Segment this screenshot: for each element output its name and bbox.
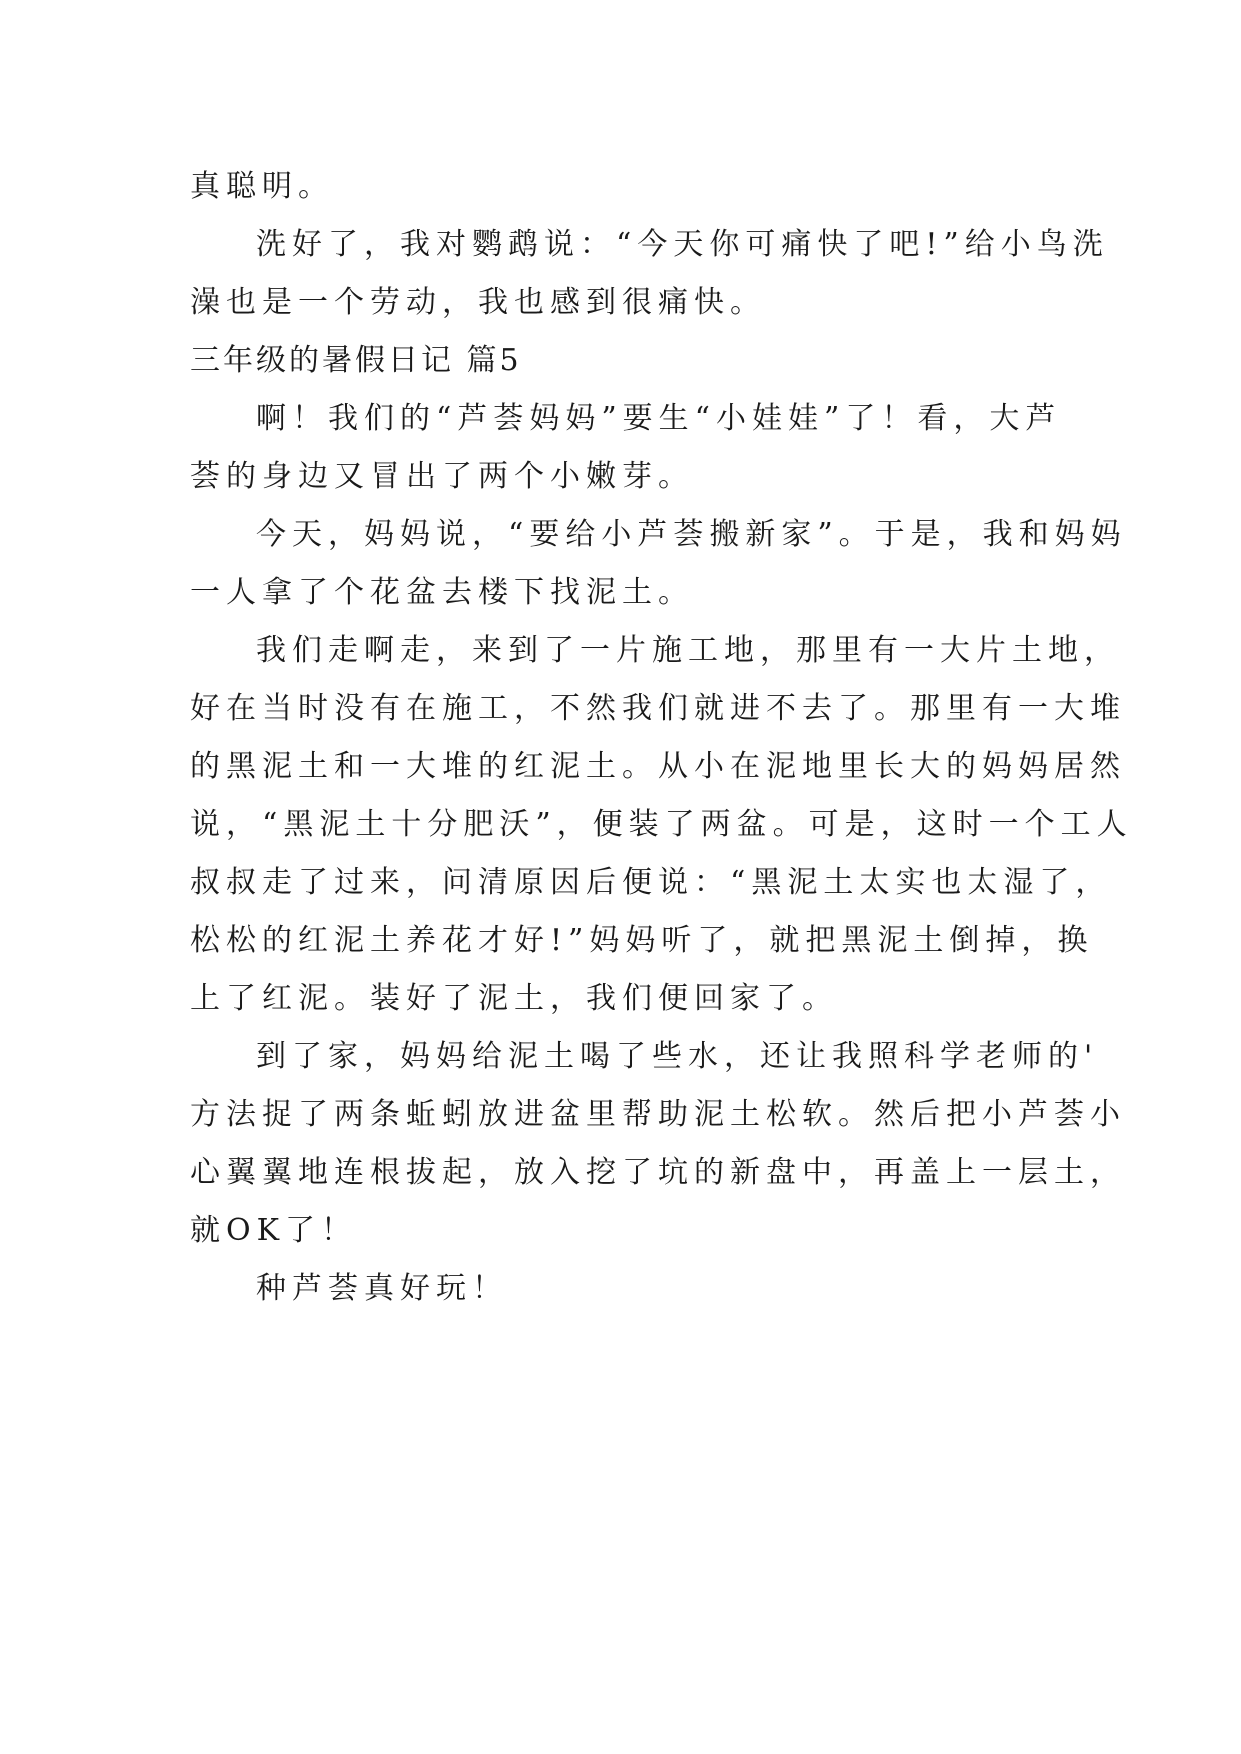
section-heading: 三年级的暑假日记 篇5 <box>190 343 522 378</box>
text-line: 啊！我们的“芦荟妈妈”要生“小娃娃”了！看，大芦 <box>256 401 1062 436</box>
text-line: 好在当时没有在施工，不然我们就进不去了。那里有一大堆 <box>190 691 1126 726</box>
text-line: 真聪明。 <box>190 169 334 204</box>
text-line: 荟的身边又冒出了两个小嫩芽。 <box>190 459 694 494</box>
text-line: 松松的红泥土养花才好!”妈妈听了，就把黑泥土倒掉，换 <box>190 923 1094 958</box>
text-line: 方法捉了两条蚯蚓放进盆里帮助泥土松软。然后把小芦荟小 <box>190 1097 1126 1132</box>
text-line: 澡也是一个劳动，我也感到很痛快。 <box>190 285 766 320</box>
text-line: 叔叔走了过来，问清原因后便说：“黑泥土太实也太湿了， <box>190 865 1112 900</box>
text-line: 的黑泥土和一大堆的红泥土。从小在泥地里长大的妈妈居然 <box>190 749 1126 784</box>
text-line: 一人拿了个花盆去楼下找泥土。 <box>190 575 694 610</box>
text-line: 种芦荟真好玩！ <box>256 1271 508 1306</box>
text-line: 说，“黑泥土十分肥沃”，便装了两盆。可是，这时一个工人 <box>190 807 1133 842</box>
text-line: 心翼翼地连根拔起，放入挖了坑的新盘中，再盖上一层土， <box>190 1155 1126 1190</box>
text-line: 就OK了！ <box>190 1213 358 1248</box>
text-line: 今天，妈妈说，“要给小芦荟搬新家”。于是，我和妈妈 <box>256 517 1127 552</box>
text-line: 我们走啊走，来到了一片施工地，那里有一大片土地， <box>256 633 1120 668</box>
text-line: 上了红泥。装好了泥土，我们便回家了。 <box>190 981 838 1016</box>
text-line: 到了家，妈妈给泥土喝了些水，还让我照科学老师的' <box>256 1039 1099 1074</box>
document-body <box>190 158 1133 1318</box>
text-line: 洗好了，我对鹦鹉说：“今天你可痛快了吧!”给小鸟洗 <box>256 227 1109 262</box>
